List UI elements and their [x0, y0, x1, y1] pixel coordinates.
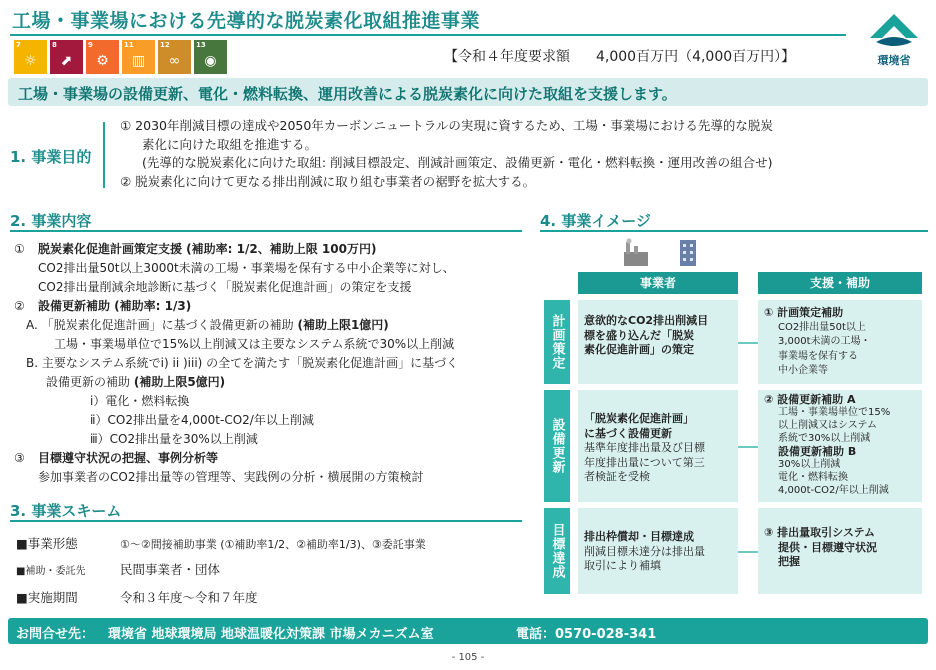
scheme-row: ■事業形態 ①～②間接補助事業 (①補助率1/2、②補助率1/3)、③委託事業 — [16, 536, 426, 551]
image-heading: 4. 事業イメージ — [540, 212, 651, 230]
item1-title: 脱炭素化促進計画策定支援 (補助率: 1/2、補助上限 100万円) — [38, 242, 377, 256]
connector-line — [738, 551, 758, 553]
support-box-plan: ① 計画策定補助 CO2排出量50t以上 3,000t未満の工場・ 事業場を保有する 中小企業等 — [758, 300, 922, 384]
itemB-text: 設備更新の補助 — [46, 375, 131, 389]
contact-label: お問合せ先： — [16, 627, 95, 642]
sdg-11-icon: 11 ▥ — [122, 40, 155, 74]
item3-line: 参加事業者のCO2排出量等の管理等、実践例の分析・横展開の方策検討 — [38, 470, 424, 484]
itemA-limit: (補助上限1億円) — [297, 318, 389, 332]
purpose-line: ② 脱炭素化に向けて更なる排出削減に取り組む事業者の裾野を拡大する。 — [120, 173, 536, 189]
summary-text: 工場・事業場の設備更新、電化・燃料転換、運用改善による脱炭素化に向けた取組を支援します。 — [18, 85, 677, 103]
operator-box-plan: 意欲的なCO2排出削減目 標を盛り込んだ「脱炭 素化促進計画」の策定 — [578, 300, 738, 384]
itemB-sub-ii: ⅱ）CO2排出量を4,000t-CO2/年以上削減 — [90, 413, 314, 427]
sdg-8-icon: 8 ⬈ — [50, 40, 83, 74]
operator-box-goal: 排出枠償却・目標達成 削減目標未達分は排出量 取引により補填 — [578, 508, 738, 594]
office-building-icon — [678, 238, 698, 268]
support-box-equipment: ② 設備更新補助 A 工場・事業場単位で15% 以上削減又はシステム 系統で30%以上削減 設備更新補助 B 30%以上削減 電化・燃料転換 4,000t-CO2/年以上削減 — [758, 390, 922, 502]
scheme-divider — [10, 520, 522, 522]
content-divider — [10, 230, 522, 232]
column-support-subsidy: 支援・補助 — [758, 272, 922, 294]
ministry-name: 環境省 — [877, 54, 911, 67]
page-title: 工場・事業場における先導的な脱炭素化取組推進事業 — [12, 10, 481, 32]
purpose-body — [120, 117, 920, 191]
contact-department: 環境省 地球環境局 地球温暖化対策課 市場メカニズム室 — [108, 627, 434, 642]
contact-phone: 電話：0570-028-341 — [516, 627, 657, 642]
scheme-heading: 3. 事業スキーム — [10, 502, 122, 520]
scheme-row: ■実施期間 令和３年度～令和７年度 — [16, 590, 258, 605]
purpose-line: (先導的な脱炭素化に向けた取組: 削減目標設定、削減計画策定、設備更新・電化・燃料転換・運用改善の組合せ) — [142, 155, 773, 170]
itemA-line: 工場・事業場単位で15%以上削減又は主要なシステム系統で30%以上削減 — [54, 337, 455, 351]
itemB-sub-iii: ⅲ）CO2排出量を30%以上削減 — [90, 432, 258, 446]
item2-title: 設備更新補助 (補助率: 1/3) — [38, 299, 192, 313]
image-divider — [540, 230, 928, 232]
connector-line — [738, 342, 758, 344]
itemB-sub-i: ⅰ）電化・燃料転換 — [90, 394, 190, 408]
summary-banner — [8, 78, 928, 106]
sdg-icons — [14, 40, 227, 74]
sdg-9-icon: 9 ⚙ — [86, 40, 119, 74]
mountain-logo-icon — [868, 8, 920, 52]
support-box-goal: ③ 排出量取引システム 提供・目標遵守状況 把握 — [758, 508, 922, 594]
itemB-limit: (補助上限5億円) — [133, 375, 226, 389]
factory-icon — [622, 238, 650, 268]
scheme-row: ■補助・委託先 民間事業者・団体 — [16, 562, 221, 577]
purpose-divider — [103, 122, 105, 188]
content-heading: 2. 事業内容 — [10, 212, 92, 230]
sdg-7-icon: 7 ☼ — [14, 40, 47, 74]
itemB-line: B. 主要なシステム系統でi) ii )iii) の全てを満たす「脱炭素化促進計画」に基づく — [26, 356, 459, 370]
purpose-heading: 1. 事業目的 — [10, 148, 92, 166]
title-divider — [10, 34, 846, 36]
column-business-operators: 事業者 — [578, 272, 738, 294]
item1-line: CO2排出量50t以上3000t未満の工場・事業場を保有する中小企業等に対し、 — [38, 261, 455, 275]
operator-box-equipment: 「脱炭素化促進計画」 に基づく設備更新 基準年度排出量及び目標 年度排出量について第三 者検証を受検 — [578, 390, 738, 502]
contact-footer — [8, 618, 928, 644]
sdg-12-icon: 12 ∞ — [158, 40, 191, 74]
item3-title: 目標遵守状況の把握、事例分析等 — [38, 451, 219, 465]
purpose-line: ① 2030年削減目標の達成や2050年カーボンニュートラルの実現に資するため、工場・事業場における先導的な脱炭 — [120, 118, 773, 133]
page-number: - 105 - — [451, 652, 485, 663]
budget-label: 【令和４年度要求額 — [444, 49, 570, 65]
stage-plan: 計画策定 — [544, 300, 570, 384]
stage-equipment-update: 設備更新 — [544, 390, 570, 502]
business-diagram — [536, 236, 928, 598]
connector-line — [738, 446, 758, 448]
budget-amount: 4,000百万円（4,000百万円）】 — [596, 49, 796, 65]
stage-goal-achievement: 目標達成 — [544, 508, 570, 594]
content-body: ① 脱炭素化促進計画策定支援 (補助率: 1/2、補助上限 100万円) CO2排出量50t以上3000t未満の工場・事業場を保有する中小企業等に対し、 CO2排出量削減余地診断に基づく「脱炭素化促進計画」の策定を支援 ② 設備更新補助 (補助率: 1/3) A. 「脱炭素化促進計画」に基づく設備更新の補助 (補助上限1億円) 工場・事業場単位で15%以上削減又は主要なシステム系統で30%以上削減 B. 主要なシステム系統でi) ii )iii) の全てを満たす「脱炭素化促進計画」に基づく 設備更新の補助 (補助上限5億円) ⅰ）電化・燃料転換 ⅱ）CO2排出量を4,000t-CO2/年以上削減 ⅲ）CO2排出量を30%以上削減 ③ 目標遵守状況の把握、事例分析等 参加事業者のCO2排出量等の管理等、実践例の分析・横展開の方策検討 — [14, 240, 522, 487]
item1-line: CO2排出量削減余地診断に基づく「脱炭素化促進計画」の策定を支援 — [38, 280, 412, 294]
budget-request — [444, 46, 795, 66]
purpose-line: 素化に向けた取組を推進する。 — [142, 136, 318, 152]
itemA-text: A. 「脱炭素化促進計画」に基づく設備更新の補助 — [26, 318, 294, 332]
ministry-logo — [862, 8, 926, 68]
sdg-13-icon: 13 ◉ — [194, 40, 227, 74]
